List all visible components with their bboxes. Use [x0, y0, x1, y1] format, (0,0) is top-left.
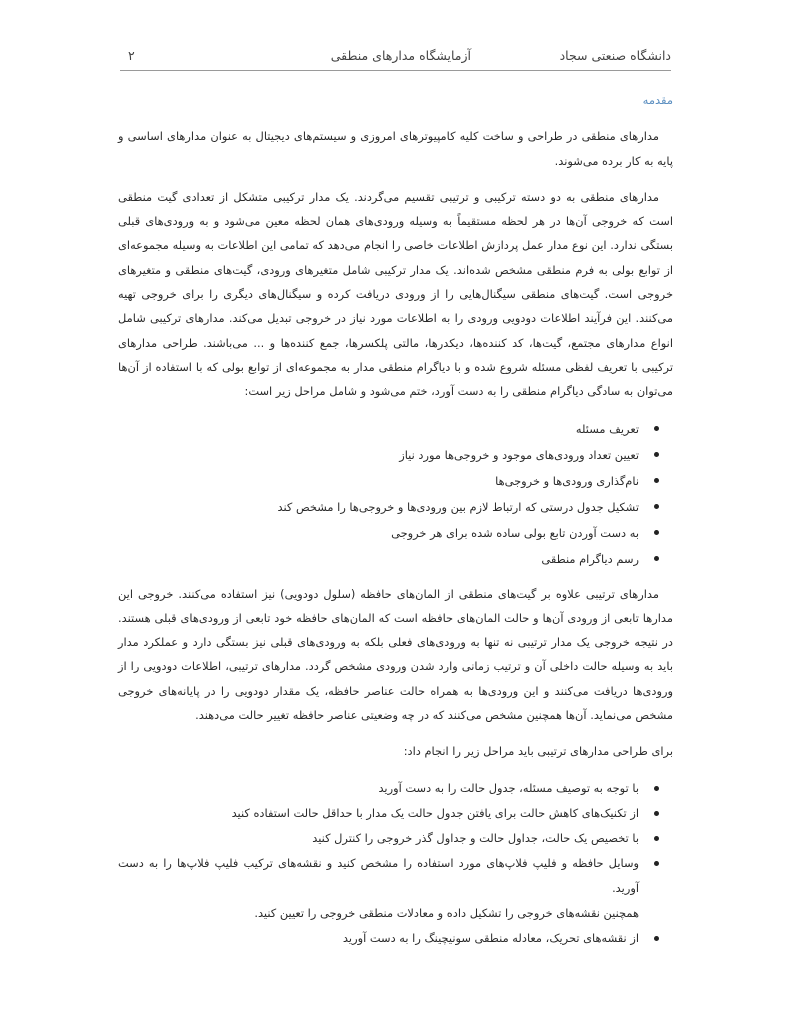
paragraph-sequential-steps-intro: برای طراحی مدارهای ترتیبی باید مراحل زیر را انجام داد: [403, 744, 673, 759]
header-university: دانشگاه صنعتی سجاد [559, 48, 671, 63]
sequential-steps-list [118, 776, 673, 951]
list-item: رسم دیاگرام منطقی [118, 546, 639, 572]
list-item: تشکیل جدول درستی که ارتباط لازم بین ورودی‌ها و خروجی‌ها را مشخص کند [118, 494, 639, 520]
page-header [120, 40, 671, 71]
list-item: با توجه به توصیف مسئله، جدول حالت را به دست آورید [118, 776, 639, 801]
paragraph-sequential: مدارهای ترتیبی علاوه بر گیت‌های منطقی از المان‌های حافظه (سلول دودویی) نیز استفاده می‌کنند. خروجی این مدارها تابعی از ورودی آن‌ها و حالت المان‌های حافظه است که المان‌های حافظه خود تابعی از ورودی‌های قبلی هستند. در نتیجه خروجی یک مدار ترتیبی نه تنها به ورودی‌های فعلی بلکه به ورودی‌های قبلی نیز بستگی دارد و عملکرد مدار باید به وسیله حالت داخلی آن و ترتیب زمانی وارد شدن ورودی مشخص گردد. مدارهای ترتیبی، اطلاعات دودویی را از ورودی‌ها دریافت می‌کنند و این ورودی‌ها به همراه حالت عناصر حافظه، یک مقدار دودویی را در پایانه‌های خروجی مشخص می‌نماید. آن‌ها همچنین مشخص می‌کنند که در چه وضعیتی عناصر حافظه تغییر حالت می‌دهند. [118, 586, 673, 723]
list-item: از تکنیک‌های کاهش حالت برای یافتن جدول حالت یک مدار با حداقل حالت استفاده کنید [118, 801, 639, 826]
section-title: مقدمه [642, 93, 673, 107]
list-item: نام‌گذاری ورودی‌ها و خروجی‌ها [118, 468, 639, 494]
list-item: از نقشه‌های تحریک، معادله منطقی سونیچینگ را به دست آورید [118, 926, 639, 951]
list-item: تعیین تعداد ورودی‌های موجود و خروجی‌ها مورد نیاز [118, 442, 639, 468]
list-item: تعریف مسئله [118, 416, 639, 442]
page-number: ۲ [128, 48, 135, 63]
list-item: با تخصیص یک حالت، جداول حالت و جداول گذر خروجی را کنترل کنید [118, 826, 639, 851]
paragraph-combinational: مدارهای منطقی به دو دسته ترکیبی و ترتیبی تقسیم می‌گردند. یک مدار ترکیبی متشکل از تعدادی گیت منطقی است که خروجی آن‌ها در هر لحظه مستقیماً به وسیله ورودی‌های همان لحظه معین می‌شود و به ورودی‌های قبلی بستگی ندارد. این نوع مدار عمل پردازش اطلاعات خاصی را انجام می‌دهد که تمامی این اطلاعات به وسیله مجموعه‌ای از توابع بولی به فرم منطقی مشخص شده‌اند. یک مدار ترکیبی شامل متغیرهای ورودی، گیت‌های منطقی و متغیرهای خروجی است. گیت‌های منطقی سیگنال‌هایی را از ورودی دریافت کرده و سیگنال‌های دیگری را برای خروجی تهیه می‌کنند. این فرآیند اطلاعات دودویی ورودی را به اطلاعات مورد نیاز در خروجی تبدیل می‌کند. مدارهای ترکیبی شامل انواع مدارهای مجتمع، گیت‌ها، کد کننده‌ها، دیکدرها، مالتی پلکسرها، جمع کننده‌ها و ... می‌باشند. طراحی مدارهای ترکیبی با تعریف لفظی مسئله شروع شده و با دیاگرام منطقی مدار به مجموعه‌ای از توابع بولی که با استفاده از آن‌ها می‌توان به سادگی دیاگرام منطقی را به دست آورد، ختم می‌شود و شامل مراحل زیر است: [118, 189, 673, 399]
list-item-continuation: همچنین نقشه‌های خروجی را تشکیل داده و معادلات منطقی خروجی را تعیین کنید. [254, 905, 639, 920]
header-lab-title: آزمایشگاه مدارهای منطقی [330, 48, 471, 63]
page-content [118, 88, 673, 961]
list-item: وسایل حافظه و فلیپ فلاپ‌های مورد استفاده را مشخص کنید و نقشه‌های ترکیب فلیپ فلاپ‌ها را به دست آورید. [118, 851, 639, 901]
paragraph-intro: مدارهای منطقی در طراحی و ساخت کلیه کامپیوترهای امروزی و سیستم‌های دیجیتال به عنوان مدارهای اساسی و پایه به کار برده می‌شوند. [118, 129, 673, 168]
list-item: به دست آوردن تابع بولی ساده شده برای هر خروجی [118, 520, 639, 546]
combinational-steps-list [118, 416, 673, 572]
